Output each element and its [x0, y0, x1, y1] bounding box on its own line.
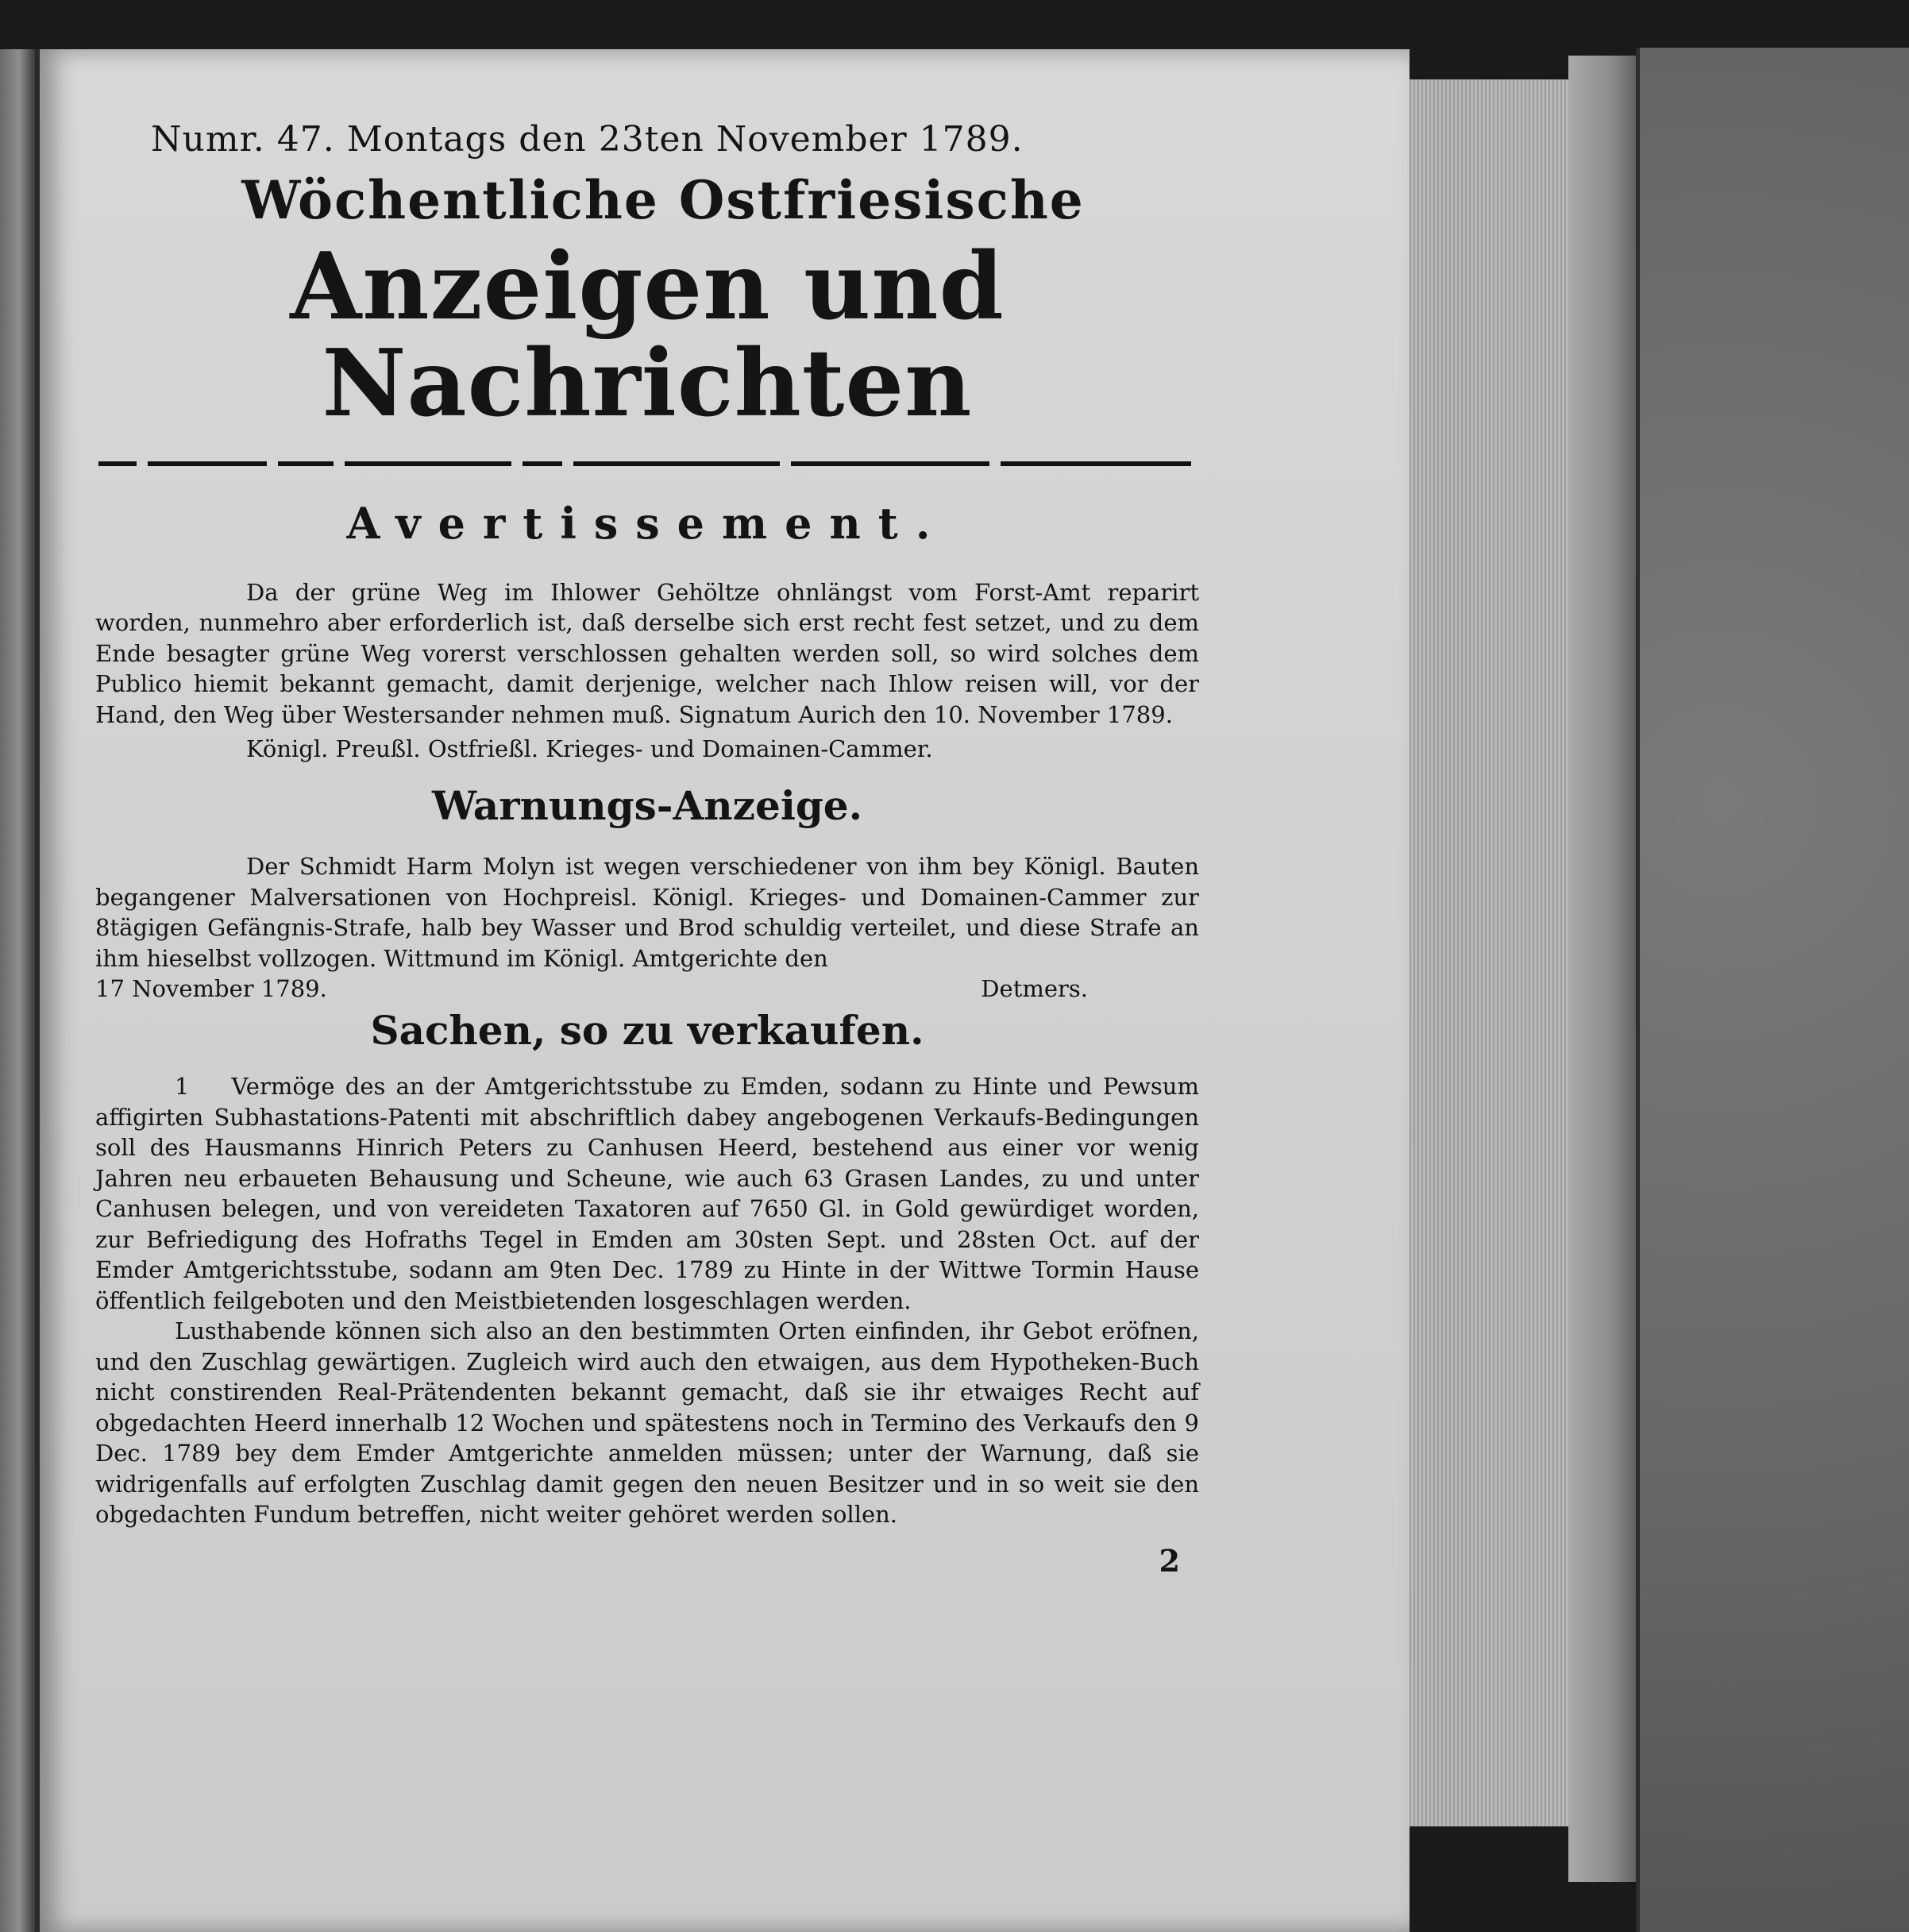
warnung-body	[95, 851, 1199, 974]
issue-line: Numr. 47. Montags den 23ten November 1789.	[151, 119, 1024, 160]
page-block-edges	[1382, 79, 1574, 1826]
signature-mark: 2	[1159, 1542, 1180, 1579]
warnung-text: Der Schmidt Harm Molyn ist wegen verschiedener von ihm bey Königl. Bauten begangener Malversationen von Hochpreisl. Königl. Krieges- und Domainen-Cammer zur 8tägigen Gefängnis-Strafe, halb bey Wasser und Brod schuldig verteilet, und diese Strafe an ihm hieselbst vollzogen. Wittmund im Königl. Amtgerichte den	[95, 853, 1199, 972]
verkauf-text-2: Lusthabende können sich also an den bestimmten Orten einfinden, ihr Gebot eröfnen, und den Zuschlag gewärtigen. Zugleich wird auch den etwaigen, aus dem Hypotheken-Buch nicht constirenden Real-Prätendenten bekannt gemacht, daß sie ihr etwaiges Recht auf obgedachten Heerd innerhalb 12 Wochen und spätestens noch in Termino des Verkaufs den 9 Dec. 1789 bey dem Emder Amtgerichte anmelden müssen; unter der Warnung, daß sie widrigenfalls auf erfolgten Zuschlag damit gegen den neuen Besitzer und in so weit sie den obgedachten Fundum betreffen, nicht weiter gehöret werden sollen.	[95, 1317, 1199, 1529]
cover-edge	[1568, 56, 1640, 1882]
masthead-title-1: Wöchentliche Ostfriesische	[241, 169, 1085, 231]
verkauf-heading: Sachen, so zu verkaufen.	[370, 1007, 924, 1055]
avertissement-text: Da der grüne Weg im Ihlower Gehöltze ohnlängst vom Forst-Amt reparirt worden, nunmehro aber erforderlich ist, daß derselbe sich erst recht fest setzet, und zu dem Ende besagter grüne Weg vorerst verschlossen gehalten werden soll, so wird solches dem Publico hiemit bekannt gemacht, damit derjenige, welcher nach Ihlow reisen will, vor der Hand, den Weg über Westersander nehmen muß. Signatum Aurich den 10. November 1789.	[95, 578, 1199, 728]
book-cover	[1640, 48, 1909, 1932]
avertissement-signer: Königl. Preußl. Ostfrießl. Krieges- und Domainen-Cammer.	[246, 735, 933, 763]
verkauf-text-1: Vermöge des an der Amtgerichtsstube zu Emden, sodann zu Hinte und Pewsum affigirten Subhastations-Patenti mit abschriftlich dabey angebogenen Verkaufs-Bedingungen soll des Hausmanns Hinrich Peters zu Canhusen Heerd, bestehend aus einer vor wenig Jahren neu erbaueten Behausung und Scheune, wie auch 63 Grasen Landes, zu und unter Canhusen belegen, und von vereideten Taxatoren auf 7650 Gl. in Gold gewürdiget worden, zur Befriedigung des Hofraths Tegel in Emden am 30sten Sept. und 28sten Oct. auf der Emder Amtgerichtsstube, sodann am 9ten Dec. 1789 zu Hinte in der Wittwe Tormin Hause öffentlich feilgeboten und den Meistbietenden losgeschlagen werden.	[95, 1073, 1199, 1314]
avertissement-body	[95, 577, 1199, 731]
warnung-date: 17 November 1789.	[95, 975, 327, 1003]
previous-page-edge	[0, 49, 35, 1932]
warnung-footer	[95, 974, 1199, 1004]
masthead-title-2: Anzeigen und Nachrichten	[290, 233, 1005, 438]
verkauf-para-2	[95, 1316, 1199, 1530]
masthead-rule	[98, 461, 1199, 466]
warnung-heading: Warnungs-Anzeige.	[432, 782, 862, 830]
warnung-signer: Detmers.	[981, 975, 1088, 1003]
page-content	[95, 119, 1199, 1579]
verkauf-item-number: 1	[175, 1073, 190, 1101]
verkauf-para-1	[95, 1071, 1199, 1316]
avertissement-heading: Avertissement.	[346, 497, 948, 549]
